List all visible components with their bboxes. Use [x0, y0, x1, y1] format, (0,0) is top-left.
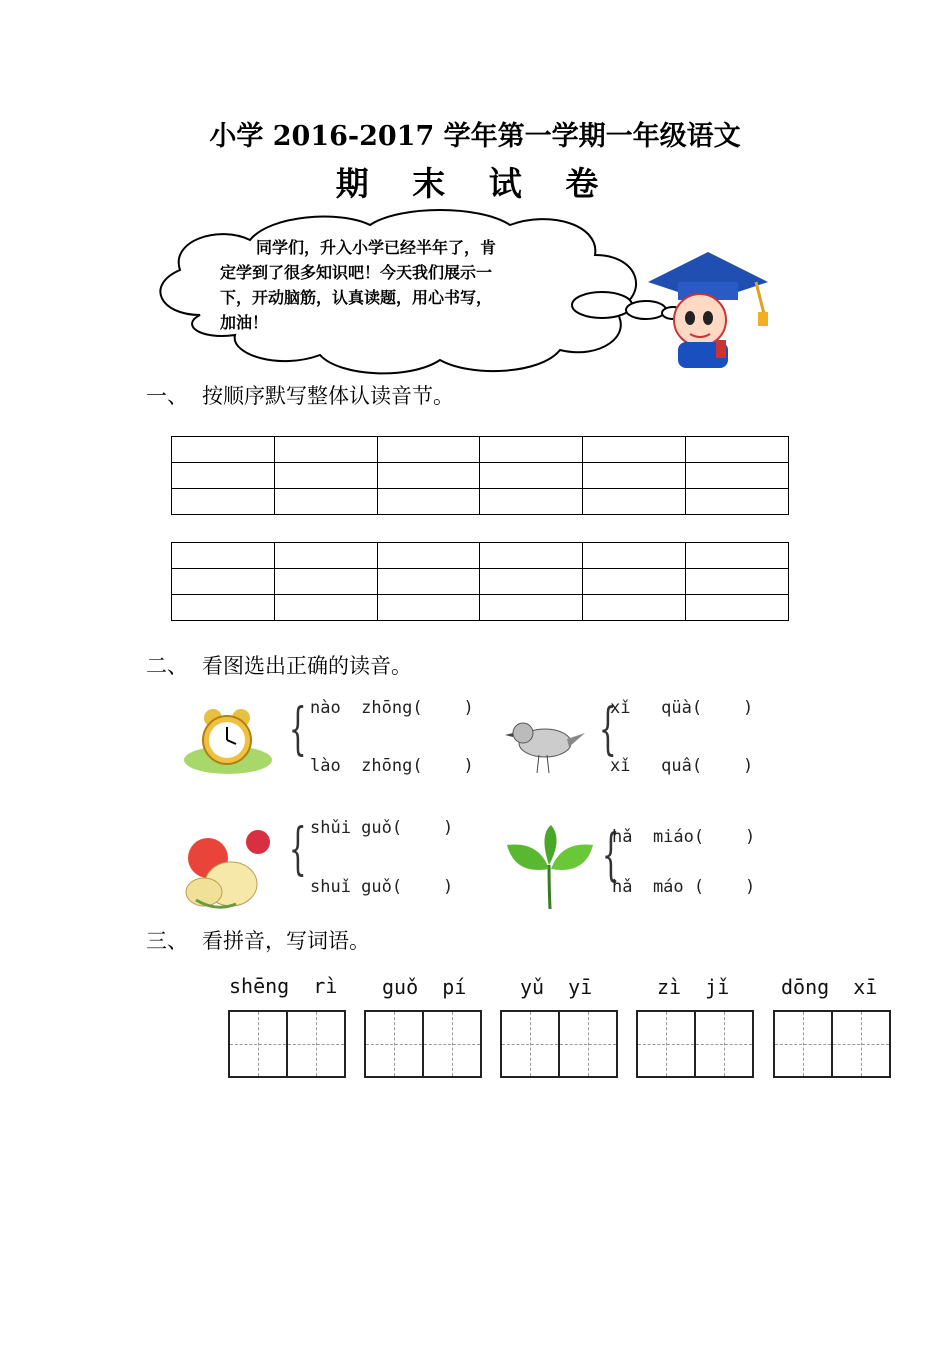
exam-subtitle: 期 末 试 卷: [335, 164, 615, 203]
option-b[interactable]: lào zhōng( ): [310, 756, 474, 776]
option-a[interactable]: xǐ qüà( ): [610, 698, 754, 718]
section1-heading: 一、 按顺序默写整体认读音节。: [146, 384, 454, 408]
syllable-table-2[interactable]: [171, 542, 789, 621]
brace: {: [601, 823, 620, 888]
word-pinyin: zì jǐ: [657, 975, 730, 999]
speech-text: 同学们，升入小学已经半年了，肯定学到了很多知识吧！今天我们展示一下，开动脑筋，认真读题，用心书写，加油！: [220, 238, 497, 332]
option-b[interactable]: shuǐ guǒ( ): [310, 877, 454, 897]
leaf-icon: [505, 825, 595, 913]
writing-box[interactable]: [228, 1010, 346, 1078]
option-b[interactable]: xǐ quâ( ): [610, 756, 754, 776]
option-a[interactable]: nào zhōng( ): [310, 698, 474, 718]
option-a[interactable]: shǔi guǒ( ): [310, 818, 454, 838]
brace: {: [598, 697, 617, 762]
alarm-clock-icon: [183, 702, 273, 776]
brace: {: [288, 817, 307, 882]
fruit-icon: [176, 822, 276, 912]
sparrow-icon: [505, 705, 585, 780]
option-a[interactable]: hǎ miáo( ): [612, 827, 756, 847]
writing-box[interactable]: [773, 1010, 891, 1078]
writing-box[interactable]: [636, 1010, 754, 1078]
word-pinyin: shēng rì: [229, 974, 338, 998]
section3-heading: 三、 看拼音，写词语。: [146, 929, 370, 953]
exam-title: 小学 2016-2017 学年第一学期一年级语文: [209, 121, 741, 152]
writing-box[interactable]: [364, 1010, 482, 1078]
word-pinyin: guǒ pí: [382, 975, 467, 999]
syllable-table-1[interactable]: [171, 436, 789, 515]
word-pinyin: dōng xī: [781, 975, 878, 999]
section2-heading: 二、 看图选出正确的读音。: [146, 654, 412, 678]
word-pinyin: yǔ yī: [520, 975, 593, 999]
option-b[interactable]: hǎ máo ( ): [612, 877, 756, 897]
graduation-kid-icon: [638, 242, 778, 372]
writing-box[interactable]: [500, 1010, 618, 1078]
brace: {: [288, 697, 307, 762]
